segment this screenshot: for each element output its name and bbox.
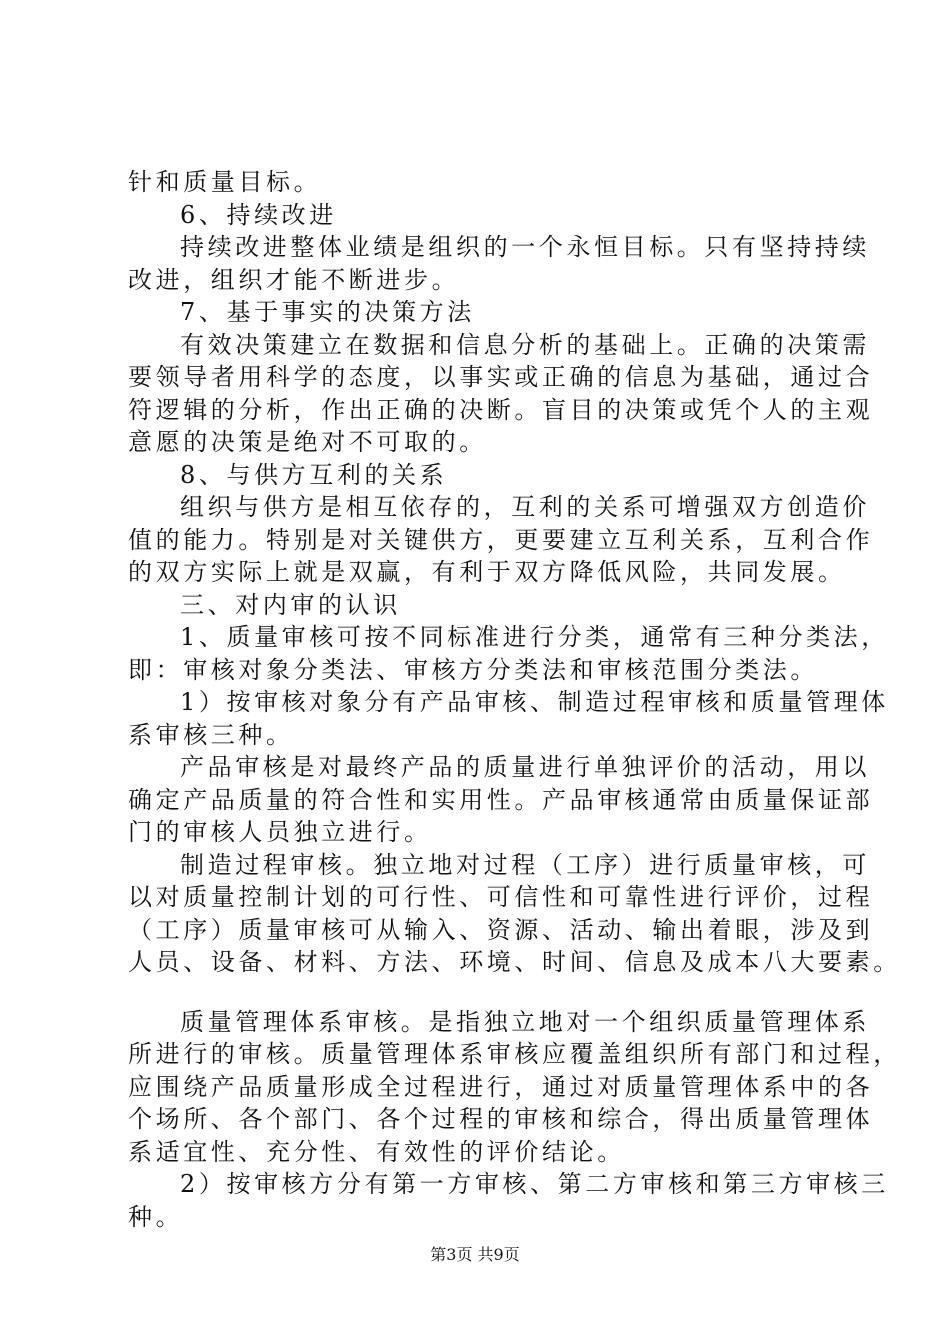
text-line: 1）按审核对象分有产品审核、制造过程审核和质量管理体 <box>180 688 889 716</box>
text-line: 持续改进整体业绩是组织的一个永恒目标。只有坚持持续 <box>180 233 870 261</box>
text-line: 的双方实际上就是双赢，有利于双方降低风险，共同发展。 <box>128 558 846 586</box>
text-line: 个场所、各个部门、各个过程的审核和综合，得出质量管理体 <box>128 1105 874 1133</box>
text-line: 确定产品质量的符合性和实用性。产品审核通常由质量保证部 <box>128 785 874 814</box>
text-line: 符逻辑的分析，作出正确的决断。盲目的决策或凭个人的主观 <box>128 395 874 424</box>
text-line: 系适宜性、充分性、有效性的评价结论。 <box>128 1137 625 1166</box>
text-line: 制造过程审核。独立地对过程（工序）进行质量审核，可 <box>180 850 870 879</box>
section-heading: 三、对内审的认识 <box>180 590 401 619</box>
section-heading: 8、与供方互利的关系 <box>180 460 448 489</box>
paragraph-gap <box>128 979 848 1006</box>
text-line: 种。 <box>128 1202 184 1231</box>
text-line: 应围绕产品质量形成全过程进行，通过对质量管理体系中的各 <box>128 1072 874 1101</box>
text-line: 针和质量目标。 <box>128 168 322 196</box>
text-line: 改进，组织才能不断进步。 <box>128 265 460 294</box>
section-heading: 6、持续改进 <box>180 200 337 229</box>
text-line: 即：审核对象分类法、审核方分类法和审核范围分类法。 <box>128 655 818 684</box>
text-line: 1、质量审核可按不同标准进行分类，通常有三种分类法， <box>180 623 889 651</box>
text-line: （工序）质量审核可从输入、资源、活动、输出着眼，涉及到 <box>128 915 874 944</box>
page-number-footer: 第3页 共9页 <box>430 1245 520 1264</box>
section-heading: 7、基于事实的决策方法 <box>180 298 475 326</box>
text-line: 所进行的审核。质量管理体系审核应覆盖组织所有部门和过程， <box>128 1040 901 1068</box>
text-line: 要领导者用科学的态度，以事实或正确的信息为基础，通过合 <box>128 363 874 391</box>
text-line: 值的能力。特别是对关键供方，更要建立互利关系，互利合作 <box>128 525 874 554</box>
text-line: 产品审核是对最终产品的质量进行单独评价的活动，用以 <box>180 753 870 781</box>
text-line: 以对质量控制计划的可行性、可信性和可靠性进行评价，过程 <box>128 883 874 911</box>
text-line: 有效决策建立在数据和信息分析的基础上。正确的决策需 <box>180 330 870 359</box>
text-line: 门的审核人员独立进行。 <box>128 818 432 846</box>
text-line: 意愿的决策是绝对不可取的。 <box>128 428 487 456</box>
text-line: 组织与供方是相互依存的，互利的关系可增强双方创造价 <box>180 493 870 521</box>
text-line: 质量管理体系审核。是指独立地对一个组织质量管理体系 <box>180 1007 870 1036</box>
document-body <box>128 166 901 1233</box>
text-line: 2）按审核方分有第一方审核、第二方审核和第三方审核三 <box>180 1170 889 1198</box>
text-line: 人员、设备、材料、方法、环境、时间、信息及成本八大要素。 <box>128 948 901 976</box>
text-line: 系审核三种。 <box>128 720 294 749</box>
